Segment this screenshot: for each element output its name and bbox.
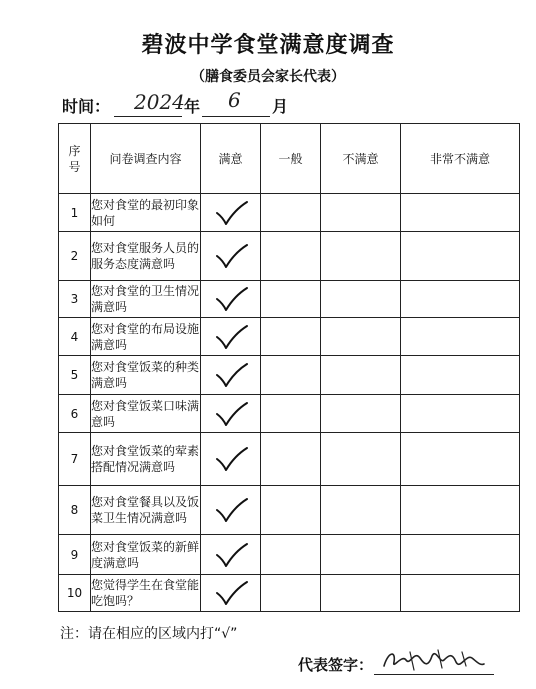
row-question: 您对食堂饭菜口味满意吗 xyxy=(91,395,201,433)
row-number: 2 xyxy=(59,232,91,281)
time-month-value[interactable]: 6 xyxy=(228,88,241,112)
page-subtitle: （膳食委员会家长代表） xyxy=(191,69,345,85)
time-month-unit: 月 xyxy=(272,97,289,116)
rating-cell-average[interactable] xyxy=(261,194,321,232)
rating-cell-satisfied[interactable] xyxy=(201,232,261,281)
rating-cell-unsatisfied[interactable] xyxy=(321,486,401,535)
row-question: 您对食堂服务人员的服务态度满意吗 xyxy=(91,232,201,281)
table-row xyxy=(59,535,520,575)
rating-cell-very-unsatisfied[interactable] xyxy=(401,318,520,356)
row-number: 4 xyxy=(59,318,91,356)
rating-cell-unsatisfied[interactable] xyxy=(321,433,401,486)
rating-cell-unsatisfied[interactable] xyxy=(321,194,401,232)
rating-cell-average[interactable] xyxy=(261,486,321,535)
row-question: 您觉得学生在食堂能吃饱吗？ xyxy=(91,575,201,612)
rating-cell-very-unsatisfied[interactable] xyxy=(401,575,520,612)
time-year-unit: 年 xyxy=(184,97,201,116)
month-underline xyxy=(202,116,270,117)
header-average: 一般 xyxy=(261,124,321,194)
rating-cell-satisfied[interactable] xyxy=(201,318,261,356)
row-number: 8 xyxy=(59,486,91,535)
check-mark-icon xyxy=(213,323,249,351)
table-row xyxy=(59,318,520,356)
table-row xyxy=(59,281,520,318)
rating-cell-unsatisfied[interactable] xyxy=(321,318,401,356)
rating-cell-very-unsatisfied[interactable] xyxy=(401,232,520,281)
rating-cell-average[interactable] xyxy=(261,395,321,433)
time-label: 时间： xyxy=(62,97,111,116)
rating-cell-unsatisfied[interactable] xyxy=(321,356,401,395)
check-mark-icon xyxy=(213,579,249,607)
row-number: 7 xyxy=(59,433,91,486)
row-number: 10 xyxy=(59,575,91,612)
time-year-value[interactable]: 2024 xyxy=(134,90,185,114)
rating-cell-satisfied[interactable] xyxy=(201,356,261,395)
row-number: 3 xyxy=(59,281,91,318)
row-number: 1 xyxy=(59,194,91,232)
rating-cell-very-unsatisfied[interactable] xyxy=(401,433,520,486)
table-row xyxy=(59,433,520,486)
rating-cell-average[interactable] xyxy=(261,356,321,395)
check-mark-icon xyxy=(213,242,249,270)
header-very-unsatisfied: 非常不满意 xyxy=(401,124,520,194)
row-question: 您对食堂餐具以及饭菜卫生情况满意吗 xyxy=(91,486,201,535)
rating-cell-satisfied[interactable] xyxy=(201,433,261,486)
rating-cell-average[interactable] xyxy=(261,281,321,318)
row-number: 5 xyxy=(59,356,91,395)
table-header-row xyxy=(59,124,520,194)
rating-cell-unsatisfied[interactable] xyxy=(321,232,401,281)
row-question: 您对食堂的卫生情况满意吗 xyxy=(91,281,201,318)
rating-cell-satisfied[interactable] xyxy=(201,535,261,575)
check-mark-icon xyxy=(213,400,249,428)
check-mark-icon xyxy=(213,496,249,524)
rating-cell-unsatisfied[interactable] xyxy=(321,575,401,612)
rating-cell-very-unsatisfied[interactable] xyxy=(401,194,520,232)
check-mark-icon xyxy=(213,285,249,313)
rating-cell-unsatisfied[interactable] xyxy=(321,535,401,575)
year-underline xyxy=(114,116,182,117)
table-row xyxy=(59,194,520,232)
table-row xyxy=(59,356,520,395)
header-unsatisfied: 不满意 xyxy=(321,124,401,194)
row-number: 9 xyxy=(59,535,91,575)
table-row xyxy=(59,575,520,612)
table-row xyxy=(59,232,520,281)
rating-cell-satisfied[interactable] xyxy=(201,194,261,232)
rating-cell-average[interactable] xyxy=(261,535,321,575)
row-question: 您对食堂的布局设施满意吗 xyxy=(91,318,201,356)
rating-cell-average[interactable] xyxy=(261,575,321,612)
rating-cell-unsatisfied[interactable] xyxy=(321,281,401,318)
check-mark-icon xyxy=(213,199,249,227)
signature-handwriting[interactable] xyxy=(380,646,490,676)
rating-cell-satisfied[interactable] xyxy=(201,575,261,612)
table-row xyxy=(59,395,520,433)
check-mark-icon xyxy=(213,445,249,473)
rating-cell-satisfied[interactable] xyxy=(201,395,261,433)
rating-cell-very-unsatisfied[interactable] xyxy=(401,486,520,535)
rating-cell-average[interactable] xyxy=(261,318,321,356)
header-seq: 序号 xyxy=(59,124,91,194)
note-text: 注：请在相应的区域内打“√” xyxy=(60,626,238,642)
rating-cell-very-unsatisfied[interactable] xyxy=(401,395,520,433)
check-mark-icon xyxy=(213,541,249,569)
rating-cell-very-unsatisfied[interactable] xyxy=(401,535,520,575)
rating-cell-average[interactable] xyxy=(261,433,321,486)
rating-cell-satisfied[interactable] xyxy=(201,281,261,318)
signature-underline xyxy=(374,674,494,675)
page-title: 碧波中学食堂满意度调查 xyxy=(141,33,395,58)
survey-table xyxy=(58,123,520,612)
row-question: 您对食堂饭菜的新鲜度满意吗 xyxy=(91,535,201,575)
row-number: 6 xyxy=(59,395,91,433)
table-row xyxy=(59,486,520,535)
row-question: 您对食堂饭菜的荤素搭配情况满意吗 xyxy=(91,433,201,486)
rating-cell-satisfied[interactable] xyxy=(201,486,261,535)
check-mark-icon xyxy=(213,361,249,389)
row-question: 您对食堂的最初印象如何 xyxy=(91,194,201,232)
header-content: 问卷调查内容 xyxy=(91,124,201,194)
signature-label: 代表签字： xyxy=(298,656,374,674)
rating-cell-very-unsatisfied[interactable] xyxy=(401,281,520,318)
header-satisfied: 满意 xyxy=(201,124,261,194)
rating-cell-average[interactable] xyxy=(261,232,321,281)
rating-cell-unsatisfied[interactable] xyxy=(321,395,401,433)
rating-cell-very-unsatisfied[interactable] xyxy=(401,356,520,395)
row-question: 您对食堂饭菜的种类满意吗 xyxy=(91,356,201,395)
